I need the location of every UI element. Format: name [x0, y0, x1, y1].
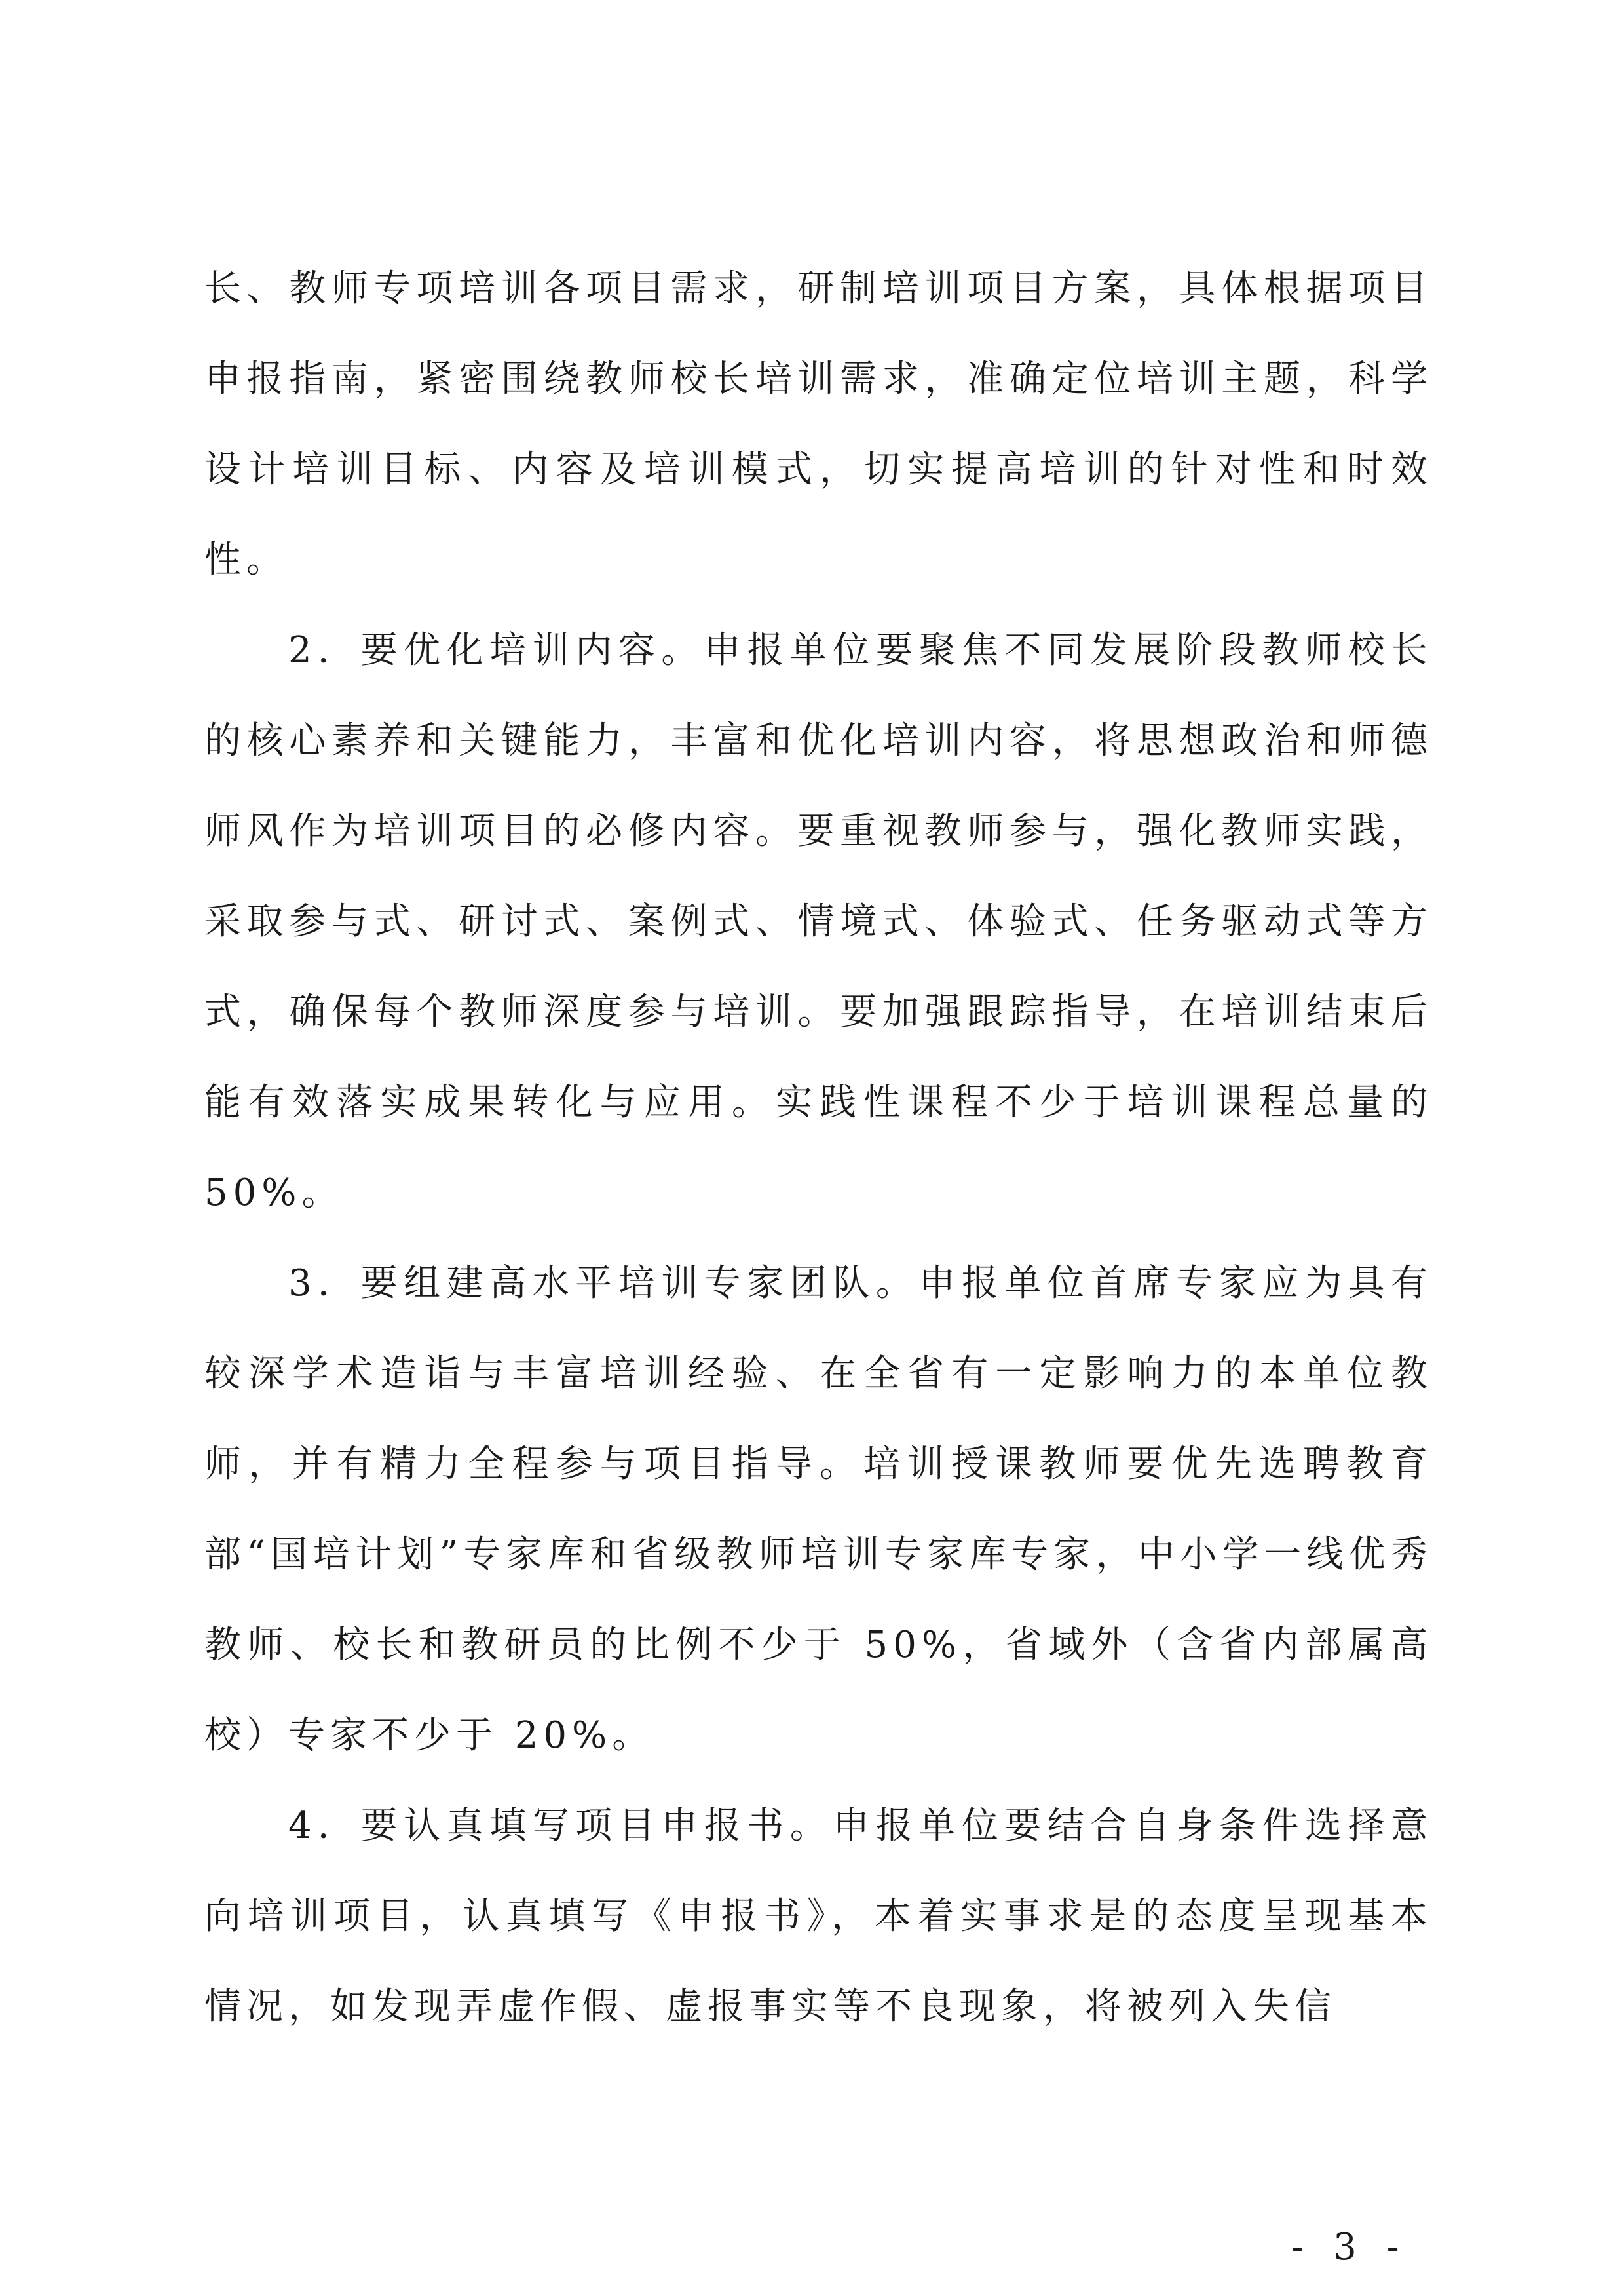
page-number: - 3 - [1291, 2226, 1408, 2268]
paragraph-item-2: 2．要优化培训内容。申报单位要聚焦不同发展阶段教师校长的核心素养和关键能力，丰富和优化培训内容，将思想政治和师德师风作为培训项目的必修内容。要重视教师参与，强化教师实践，采取参与式、研讨式、案例式、情境式、体验式、任务驱动式等方式，确保每个教师深度参与培训。要加强跟踪指导，在培训结束后能有效落实成果转化与应用。实践性课程不少于培训课程总量的 50%。 [204, 629, 1433, 1214]
body-text [204, 244, 1433, 2052]
paragraph-item-3: 3．要组建高水平培训专家团队。申报单位首席专家应为具有较深学术造诣与丰富培训经验、在全省有一定影响力的本单位教师，并有精力全程参与项目指导。培训授课教师要优先选聘教育部“国培计划”专家库和省级教师培训专家库专家，中小学一线优秀教师、校长和教研员的比例不少于 50%，省域外（含省内部属高校）专家不少于 20%。 [204, 1262, 1433, 1757]
paragraph-item-4: 4．要认真填写项目申报书。申报单位要结合自身条件选择意向培训项目，认真填写《申报书》，本着实事求是的态度呈现基本情况，如发现弄虚作假、虚报事实等不良现象，将被列入失信 [204, 1805, 1433, 2028]
paragraph-continuation: 长、教师专项培训各项目需求，研制培训项目方案，具体根据项目申报指南，紧密围绕教师校长培训需求，准确定位培训主题，科学设计培训目标、内容及培训模式，切实提高培训的针对性和时效性。 [204, 267, 1433, 581]
